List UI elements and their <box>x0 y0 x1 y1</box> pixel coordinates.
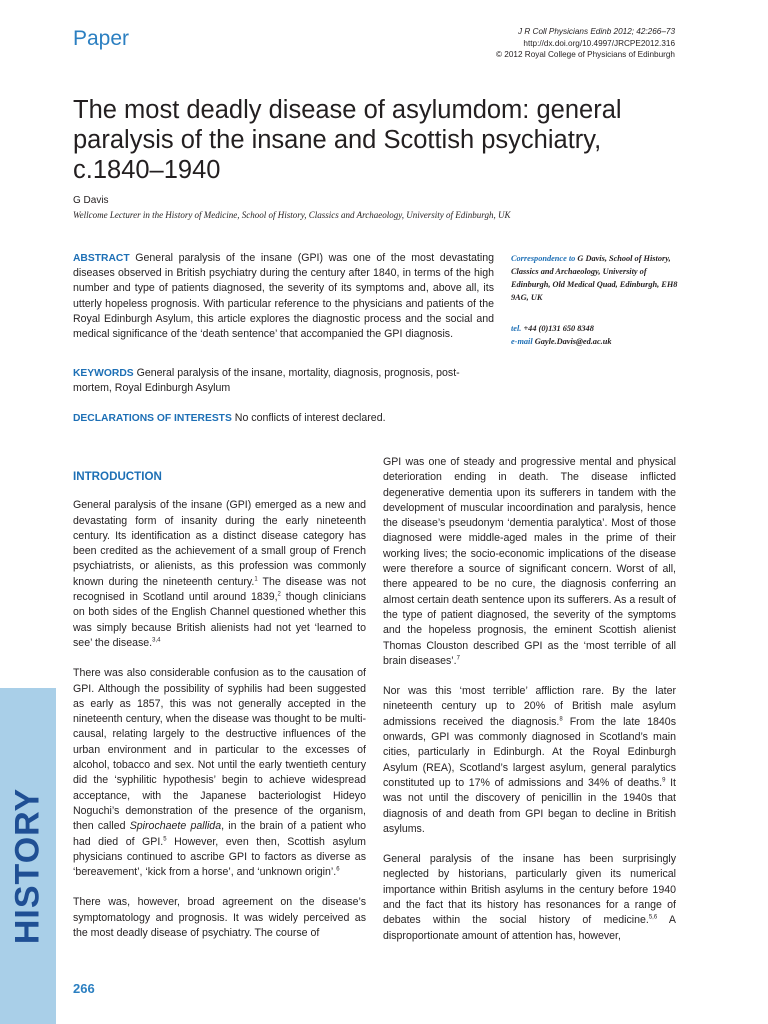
paragraph: Nor was this ‘most terrible’ affliction rare. By the later nineteenth century up to 20% of British male asylum admissions received the diagnosis.$^8$ From the late 1840s onwards, GPI was commonly diagnosed in Scotland’s main cities, particularly in Edinburgh. At the Royal Edinburgh Asylum (REA), Scotland’s largest asylum, general paralytics constituted up to 17% of admissions and 34% of deaths.$^9$ It was not until the discovery of penicillin in the 1940s that diagnosis of and death from GPI began to decline in British asylums. <box>383 685 676 835</box>
keywords <box>73 366 494 396</box>
journal-reference <box>496 26 675 61</box>
doi-link[interactable]: http://dx.doi.org/10.4997/JRCPE2012.316 <box>523 38 675 48</box>
page-number: 266 <box>73 981 95 996</box>
paragraph: There was, however, broad agreement on the disease’s symptomatology and prognosis. It was widely perceived as the most deadly disease of psychiatry. The course of <box>73 896 366 940</box>
correspondence-name: G Davis, <box>577 254 607 263</box>
email-label: e-mail <box>511 337 533 347</box>
paragraph: General paralysis of the insane has been surprisingly neglected by historians, particularly given its numerical importance within British asylums in the century before 1940 and the fact that its history has resonances for a range of debates within the social history of medicine.$^{5,6}$ A disproportionate amount of attention has, however, <box>383 853 676 942</box>
section-heading-introduction: INTRODUCTION <box>73 470 162 483</box>
tel-label: tel. <box>511 324 522 333</box>
declarations-text: No conflicts of interest declared. <box>234 412 386 424</box>
correspondence-address: School of History, Classics and Archaeology, University of Edinburgh, Old Medical Quad, Edinburgh, EH8 9AG, UK <box>511 254 678 303</box>
history-tab-label: HISTORY <box>8 787 47 945</box>
article-title: The most deadly disease of asylumdom: general paralysis of the insane and Scottish psychiatry, c.1840–1940 <box>73 96 622 184</box>
keywords-text: General paralysis of the insane, mortality, diagnosis, prognosis, post-mortem, Royal Edinburgh Asylum <box>73 367 460 395</box>
journal-citation: J R Coll Physicians Edinb 2012; 42:266–73 <box>517 27 675 36</box>
left-column <box>73 468 366 956</box>
author-name: G Davis <box>73 195 109 206</box>
correspondence-block <box>511 252 681 304</box>
author-affiliation: Wellcome Lecturer in the History of Medicine, School of History, Classics and Archaeology, University of Edinburgh, UK <box>73 210 511 220</box>
declarations <box>73 411 513 426</box>
paragraph: General paralysis of the insane (GPI) emerged as a new and devastating form of insanity during the early nineteenth century. Its identification as a distinct disease category has been credited as the achievement of a small group of French psychiatrists, or alienists, as this profession was commonly known during the nineteenth century.$^1$ The disease was not recognised in Scotland until around 1839,$^2$ though clinicians on both sides of the English Channel questioned whether this was simply because British alienists had not yet ‘learned to see’ the disease.$^{3,4}$ <box>73 499 366 649</box>
email-address[interactable]: Gayle.Davis@ed.ac.uk <box>534 337 612 347</box>
abstract-label: ABSTRACT <box>73 253 130 264</box>
copyright: © 2012 Royal College of Physicians of Edinburgh <box>496 50 675 59</box>
abstract-text: General paralysis of the insane (GPI) was one of the most devastating diseases observed in British psychiatry during the century after 1840, in terms of the high number and type of patients diagnosed, the severity of its symptoms and, above all, its utterly hopeless prognosis. With particular reference to the physicians and patients of the Royal Edinburgh Asylum, this article explores the diagnostic process and the social and medical significance of the ‘death sentence’ that accompanied the GPI diagnosis. <box>73 252 494 341</box>
correspondence-contact <box>511 322 681 348</box>
correspondence-label: Correspondence to <box>511 254 576 263</box>
paragraph: GPI was one of steady and progressive mental and physical deterioration ending in death. The disease inflicted degenerative dementia upon its sufferers in tandem with the development of muscular incoordination and paralysis, hence the disease’s pseudonym ‘dementia paralytica’. Most of those diagnosed were middle-aged males in the prime of their working lives; the socio-economic implications of the disease were therefore a source of significant concern. Worst of all, there appeared to be no cure, the diagnosis conferring an almost certain death sentence upon its sufferers. As a result of the type of patient diagnosed, the severity of the symptoms and the hopeless prognosis, the eminent Scottish alienist Thomas Clouston described GPI as the ‘most terrible of all brain diseases’.$^7$ <box>383 456 676 667</box>
abstract <box>73 251 494 342</box>
declarations-label: DECLARATIONS OF INTERESTS <box>73 413 232 424</box>
paper-label: Paper <box>73 27 130 50</box>
tel-number: +44 (0)131 650 8348 <box>523 324 594 333</box>
paragraph: There was also considerable confusion as to the causation of GPI. Although the possibility of syphilis had been suggested as early as 1857, this was not generally accepted in the nineteenth century, when the disease was thought to be multi-causal, relating largely to the destructive influences of the urban environment and in particular to the excesses of alcohol, tobacco and sex. Not until the early twentieth century did the ‘syphilitic hypothesis’ begin to achieve widespread acceptance, with the Japanese bacteriologist Hideyo Noguchi’s demonstration of the presence of the organism, then called Spirochaete pallida, in the brain of a patient who had died of GPI.$^5$ However, even then, Scottish asylum physicians continued to ascribe GPI to factors as diverse as ‘bereavement’, ‘kick from a horse’, and ‘unknown origin’.$^6$ <box>73 667 366 879</box>
keywords-label: KEYWORDS <box>73 368 134 379</box>
right-column <box>383 455 676 959</box>
